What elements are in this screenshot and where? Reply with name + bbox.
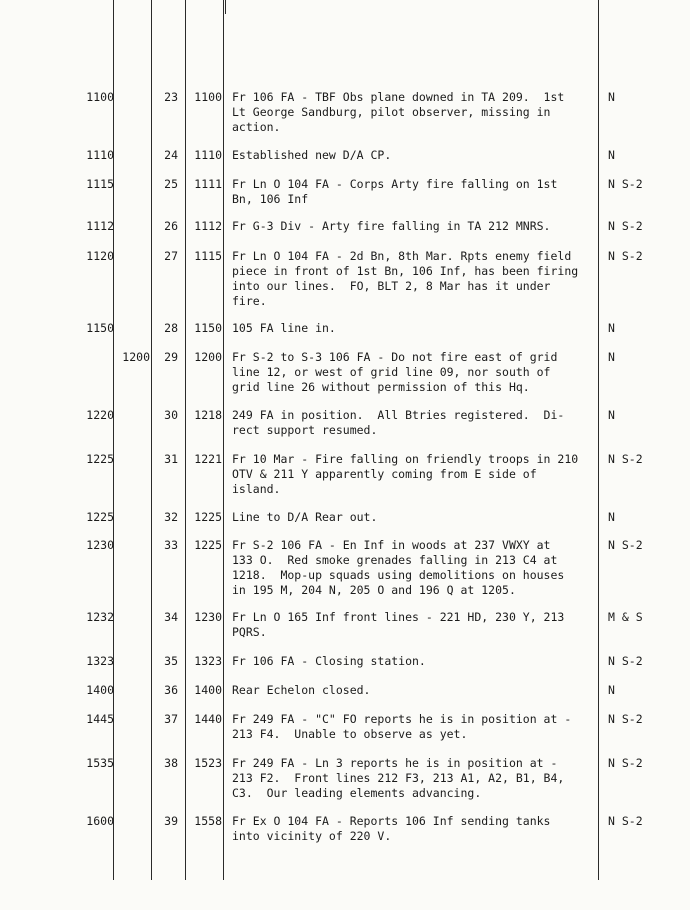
entry-text-line: Line to D/A Rear out.: [232, 510, 378, 524]
distribution: N: [608, 408, 615, 422]
distribution: N: [608, 148, 615, 162]
time-of-event: 1218: [194, 408, 222, 422]
distribution: N S-2: [608, 712, 643, 726]
distribution: N: [608, 683, 615, 697]
time-of-event: 1225: [194, 510, 222, 524]
time-received: 1230: [86, 538, 114, 552]
serial-number: 35: [164, 654, 178, 668]
time-received: 1225: [86, 510, 114, 524]
entry-text-line: 213 F2. Front lines 212 F3, 213 A1, A2, B1, B4,: [232, 771, 565, 785]
time-received: 1232: [86, 610, 114, 624]
entry-text-line: Fr 106 FA - TBF Obs plane downed in TA 209. 1st: [232, 90, 565, 104]
serial-number: 32: [164, 510, 178, 524]
serial-number: 37: [164, 712, 178, 726]
time-received: 1120: [86, 249, 114, 263]
entry-text-line: Bn, 106 Inf: [232, 192, 309, 206]
entry-text-line: in 195 M, 204 N, 205 O and 196 Q at 1205.: [232, 583, 516, 597]
time-received: 1112: [86, 219, 114, 233]
serial-number: 39: [164, 814, 178, 828]
time-of-event: 1440: [194, 712, 222, 726]
time-received: 1110: [86, 148, 114, 162]
time-of-event: 1225: [194, 538, 222, 552]
entry-text-line: Fr 249 FA - Ln 3 reports he is in position at -: [232, 756, 558, 770]
time-of-event: 1558: [194, 814, 222, 828]
time-of-event: 1221: [194, 452, 222, 466]
time-received: 1535: [86, 756, 114, 770]
entry-text: [232, 148, 598, 163]
time-received: 1220: [86, 408, 114, 422]
entry-text: [232, 249, 598, 309]
time-of-event: 1115: [194, 249, 222, 263]
time-sent: 1200: [122, 350, 150, 364]
entry-text-line: 133 O. Red smoke grenades falling in 213 C4 at: [232, 553, 558, 567]
entry-text: [232, 654, 598, 669]
time-of-event: 1100: [194, 90, 222, 104]
entry-text-line: Established new D/A CP.: [232, 148, 392, 162]
entry-text-line: Fr S-2 106 FA - En Inf in woods at 237 VWXY at: [232, 538, 551, 552]
entry-text-line: rect support resumed.: [232, 423, 378, 437]
distribution: N S-2: [608, 249, 643, 263]
entry-text: [232, 321, 598, 336]
serial-number: 31: [164, 452, 178, 466]
entry-text-line: Rear Echelon closed.: [232, 683, 371, 697]
time-of-event: 1400: [194, 683, 222, 697]
distribution: N S-2: [608, 654, 643, 668]
time-received: 1225: [86, 452, 114, 466]
entry-text-line: Fr 249 FA - "C" FO reports he is in position at -: [232, 712, 572, 726]
distribution: N S-2: [608, 452, 643, 466]
entry-text: [232, 90, 598, 135]
entry-text: [232, 683, 598, 698]
entry-text-line: Fr G-3 Div - Arty fire falling in TA 212 MNRS.: [232, 219, 551, 233]
entry-text-line: Lt George Sandburg, pilot observer, missing in: [232, 105, 551, 119]
serial-number: 24: [164, 148, 178, 162]
entry-text-line: grid line 26 without permission of this Hq.: [232, 380, 530, 394]
entry-text-line: C3. Our leading elements advancing.: [232, 786, 482, 800]
serial-number: 34: [164, 610, 178, 624]
serial-number: 28: [164, 321, 178, 335]
time-received: 1150: [86, 321, 114, 335]
entry-text-line: Fr Ex O 104 FA - Reports 106 Inf sending tanks: [232, 814, 551, 828]
entry-text: [232, 408, 598, 438]
serial-number: 29: [164, 350, 178, 364]
time-received: 1600: [86, 814, 114, 828]
entry-text-line: Fr 106 FA - Closing station.: [232, 654, 426, 668]
time-of-event: 1323: [194, 654, 222, 668]
serial-number: 30: [164, 408, 178, 422]
entry-text: [232, 538, 598, 598]
time-of-event: 1110: [194, 148, 222, 162]
serial-number: 25: [164, 177, 178, 191]
entry-text-line: 105 FA line in.: [232, 321, 336, 335]
entry-text-line: Fr Ln O 104 FA - 2d Bn, 8th Mar. Rpts enemy field: [232, 249, 572, 263]
entry-text-line: OTV & 211 Y apparently coming from E side of: [232, 467, 537, 481]
entry-text-line: 213 F4. Unable to observe as yet.: [232, 727, 468, 741]
entry-text: [232, 610, 598, 640]
entry-text-line: Fr Ln O 165 Inf front lines - 221 HD, 230 Y, 213: [232, 610, 565, 624]
entry-text-line: into vicinity of 220 V.: [232, 829, 392, 843]
serial-number: 38: [164, 756, 178, 770]
distribution: M & S: [608, 610, 643, 624]
entry-text-line: island.: [232, 482, 281, 496]
time-received: 1115: [86, 177, 114, 191]
time-received: 1100: [86, 90, 114, 104]
time-of-event: 1150: [194, 321, 222, 335]
distribution: N S-2: [608, 814, 643, 828]
serial-number: 36: [164, 683, 178, 697]
time-of-event: 1111: [194, 177, 222, 191]
entry-text-line: 249 FA in position. All Btries registered. Di-: [232, 408, 565, 422]
entry-text: [232, 756, 598, 801]
entry-text-line: line 12, or west of grid line 09, nor south of: [232, 365, 551, 379]
distribution: N S-2: [608, 177, 643, 191]
time-of-event: 1230: [194, 610, 222, 624]
entry-text-line: action.: [232, 120, 281, 134]
entry-text-line: Fr Ln O 104 FA - Corps Arty fire falling on 1st: [232, 177, 558, 191]
distribution: N: [608, 350, 615, 364]
serial-number: 33: [164, 538, 178, 552]
entry-text: [232, 712, 598, 742]
distribution: N S-2: [608, 538, 643, 552]
serial-number: 26: [164, 219, 178, 233]
serial-number: 27: [164, 249, 178, 263]
entry-text: [232, 814, 598, 844]
entry-text-line: 1218. Mop-up squads using demolitions on houses: [232, 568, 565, 582]
entry-text: [232, 510, 598, 525]
time-received: 1323: [86, 654, 114, 668]
time-of-event: 1523: [194, 756, 222, 770]
time-received: 1445: [86, 712, 114, 726]
distribution: N: [608, 510, 615, 524]
entry-text: [232, 177, 598, 207]
time-received: 1400: [86, 683, 114, 697]
entry-text-line: into our lines. FO, BLT 2, 8 Mar has it under: [232, 279, 551, 293]
time-of-event: 1112: [194, 219, 222, 233]
distribution: N: [608, 90, 615, 104]
entry-text-line: Fr S-2 to S-3 106 FA - Do not fire east of grid: [232, 350, 558, 364]
entry-text-line: piece in front of 1st Bn, 106 Inf, has been firing: [232, 264, 579, 278]
entry-text: [232, 219, 598, 234]
entry-text-line: PQRS.: [232, 625, 267, 639]
distribution: N S-2: [608, 219, 643, 233]
entry-text-line: fire.: [232, 294, 267, 308]
entry-text: [232, 350, 598, 395]
distribution: N: [608, 321, 615, 335]
serial-number: 23: [164, 90, 178, 104]
entry-text: [232, 452, 598, 497]
time-of-event: 1200: [194, 350, 222, 364]
distribution: N S-2: [608, 756, 643, 770]
entry-text-line: Fr 10 Mar - Fire falling on friendly troops in 210: [232, 452, 579, 466]
